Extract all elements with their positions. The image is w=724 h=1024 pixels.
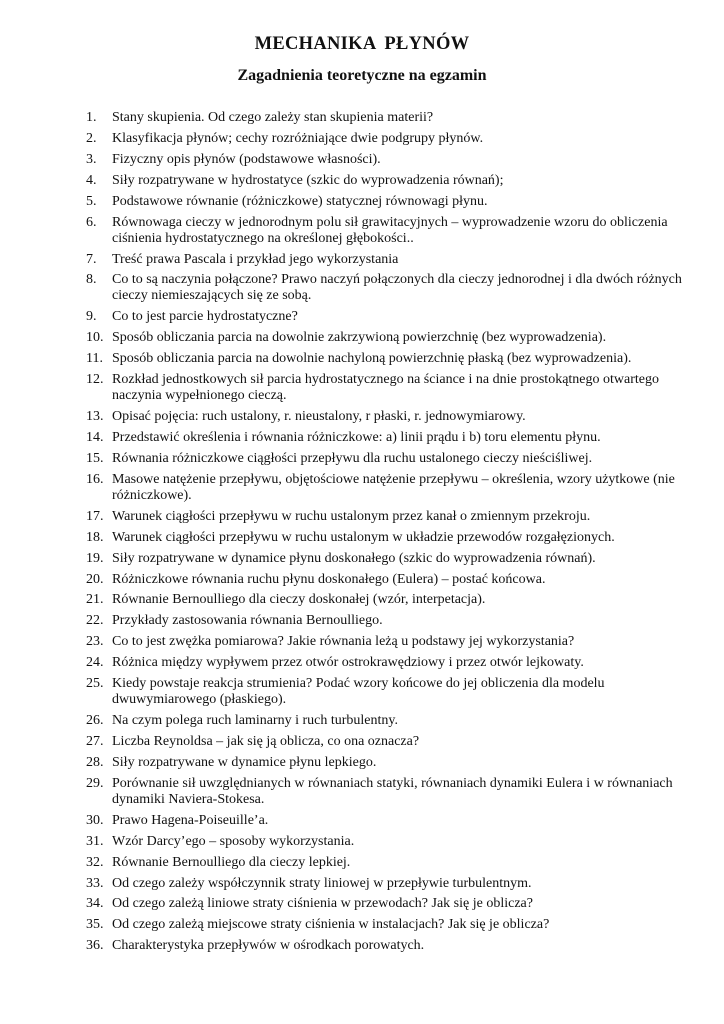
list-item-number: 12.: [86, 372, 104, 388]
list-item-text: Podstawowe równanie (różniczkowe) statycznej równowagi płynu.: [112, 193, 488, 209]
list-item-text: Siły rozpatrywane w hydrostatyce (szkic do wyprowadzenia równań);: [112, 172, 504, 188]
list-item-number: 17.: [86, 508, 104, 524]
list-item-number: 35.: [86, 917, 104, 933]
list-item-number: 16.: [86, 471, 104, 487]
list-item-number: 26.: [86, 713, 104, 729]
list-item-number: 11.: [86, 351, 103, 367]
list-item: [0, 755, 724, 771]
list-item-text: Warunek ciągłości przepływu w ruchu ustalonym w układzie przewodów rozgałęzionych.: [112, 529, 615, 545]
list-item: [0, 713, 724, 729]
list-item-number: 19.: [86, 550, 104, 566]
list-item-number: 5.: [86, 193, 97, 209]
list-item: [0, 917, 724, 933]
list-item: [0, 131, 724, 147]
list-item-number: 34.: [86, 896, 104, 912]
list-item-number: 25.: [86, 676, 104, 692]
list-item: [0, 938, 724, 954]
list-item-text: Sposób obliczania parcia na dowolnie zakrzywioną powierzchnię (bez wyprowadzenia).: [112, 330, 607, 346]
list-item: [0, 572, 724, 588]
list-item-text: Przedstawić określenia i równania różniczkowe: a) linii prądu i b) toru elementu płynu.: [112, 429, 601, 445]
list-item-number: 36.: [86, 938, 104, 954]
list-item-number: 14.: [86, 429, 104, 445]
list-item-text: Od czego zależy współczynnik straty liniowej w przepływie turbulentnym.: [112, 875, 532, 891]
list-item-text: Od czego zależą liniowe straty ciśnienia w przewodach? Jak się je oblicza?: [112, 896, 533, 912]
list-item: [0, 451, 724, 467]
list-item: [0, 430, 724, 446]
list-item-number: 2.: [86, 130, 97, 146]
list-item-text: Charakterystyka przepływów w ośrodkach porowatych.: [112, 938, 425, 954]
list-item: [0, 834, 724, 850]
list-item: [0, 530, 724, 546]
list-item-number: 6.: [86, 214, 97, 230]
list-item-number: 28.: [86, 754, 104, 770]
list-item-text: Różnica między wypływem przez otwór ostrokrawędziowy i przez otwór lejkowaty.: [112, 655, 584, 671]
list-item-text: Równanie Bernoulliego dla cieczy lepkiej.: [112, 854, 351, 870]
list-item-number: 30.: [86, 812, 104, 828]
list-item: [0, 676, 724, 708]
list-item-text: Wzór Darcy’ego – sposoby wykorzystania.: [112, 833, 355, 849]
list-item-text: Siły rozpatrywane w dynamice płynu doskonałego (szkic do wyprowadzenia równań).: [112, 550, 596, 566]
list-item-text: Masowe natężenie przepływu, objętościowe natężenie przepływu – określenia, wzory użytkowe (nie różniczkowe).: [112, 471, 675, 503]
list-item: [0, 215, 724, 247]
list-item-number: 23.: [86, 634, 104, 650]
list-item-text: Stany skupienia. Od czego zależy stan skupienia materii?: [112, 110, 434, 125]
list-item-text: Równania różniczkowe ciągłości przepływu dla ruchu ustalonego cieczy nieściśliwej.: [112, 450, 593, 466]
list-item: [0, 309, 724, 325]
list-item-text: Od czego zależą miejscowe straty ciśnienia w instalacjach? Jak się je oblicza?: [112, 917, 550, 933]
page-subtitle: Zagadnienia teoretyczne na egzamin: [237, 67, 487, 84]
list-item: [0, 876, 724, 892]
list-item-text: Co to są naczynia połączone? Prawo naczyń połączonych dla cieczy jednorodnej i dla dwóch różnych cieczy niemieszających się ze sobą.: [112, 272, 682, 304]
list-item-text: Prawo Hagena-Poiseuille’a.: [112, 812, 269, 828]
list-item-number: 20.: [86, 571, 104, 587]
list-item-text: Treść prawa Pascala i przykład jego wykorzystania: [112, 251, 399, 267]
list-item-text: Klasyfikacja płynów; cechy rozróżniające dwie podgrupy płynów.: [112, 130, 484, 146]
list-item-number: 9.: [86, 309, 97, 325]
list-item-number: 13.: [86, 409, 104, 425]
list-item-text: Siły rozpatrywane w dynamice płynu lepkiego.: [112, 754, 377, 770]
list-item-number: 8.: [86, 272, 97, 288]
list-item: [0, 372, 724, 404]
list-item: [0, 855, 724, 871]
list-item: [0, 613, 724, 629]
list-item-number: 33.: [86, 875, 104, 891]
list-item: [0, 472, 724, 504]
list-item-text: Sposób obliczania parcia na dowolnie nachyloną powierzchnię płaską (bez wyprowadzenia).: [112, 351, 632, 367]
list-item-number: 1.: [86, 110, 97, 125]
list-item-number: 29.: [86, 775, 104, 791]
list-item-number: 15.: [86, 450, 104, 466]
list-item-text: Co to jest zwężka pomiarowa? Jakie równania leżą u podstawy jej wykorzystania?: [112, 634, 575, 650]
list-item-text: Fizyczny opis płynów (podstawowe własności).: [112, 151, 381, 167]
list-item-number: 10.: [86, 330, 104, 346]
list-item: [0, 173, 724, 189]
list-item: [0, 330, 724, 346]
question-list: [0, 110, 724, 959]
list-item: [0, 252, 724, 268]
list-item-number: 24.: [86, 655, 104, 671]
list-item-number: 21.: [86, 592, 104, 608]
list-item-text: Porównanie sił uwzględnianych w równaniach statyki, równaniach dynamiki Eulera i w równaniach dynamiki Naviera-Stokesa.: [112, 775, 673, 807]
page-title: MECHANIKA PŁYNÓW: [254, 34, 470, 54]
list-item-text: Przykłady zastosowania równania Bernoulliego.: [112, 613, 383, 629]
list-item-text: Rozkład jednostkowych sił parcia hydrostatycznego na ściance i na dnie prostokątnego otwartego naczynia wypełnionego cieczą.: [112, 372, 659, 404]
list-item: [0, 152, 724, 168]
list-item: [0, 896, 724, 912]
list-item-number: 31.: [86, 833, 104, 849]
list-item-number: 27.: [86, 733, 104, 749]
list-item-text: Opisać pojęcia: ruch ustalony, r. nieustalony, r płaski, r. jednowymiarowy.: [112, 409, 526, 425]
list-item: [0, 409, 724, 425]
list-item-number: 22.: [86, 613, 104, 629]
list-item-text: Równanie Bernoulliego dla cieczy doskonałej (wzór, interpetacja).: [112, 592, 486, 608]
list-item: [0, 734, 724, 750]
list-item-text: Na czym polega ruch laminarny i ruch turbulentny.: [112, 713, 398, 729]
list-item-text: Różniczkowe równania ruchu płynu doskonałego (Eulera) – postać końcowa.: [112, 571, 546, 587]
list-item-text: Równowaga cieczy w jednorodnym polu sił grawitacyjnych – wyprowadzenie wzoru do obliczenia ciśnienia hydrostatycznego na określonej głębokości..: [112, 214, 668, 246]
list-item-text: Kiedy powstaje reakcja strumienia? Podać wzory końcowe do jej obliczenia dla modelu dwuwymiarowego (płaskiego).: [112, 676, 605, 708]
list-item: [0, 110, 724, 126]
list-item-number: 32.: [86, 854, 104, 870]
list-item-text: Liczba Reynoldsa – jak się ją oblicza, co ona oznacza?: [112, 733, 420, 749]
list-item-number: 3.: [86, 151, 97, 167]
list-item: [0, 272, 724, 304]
list-item: [0, 634, 724, 650]
list-item: [0, 655, 724, 671]
list-item: [0, 351, 724, 367]
list-item: [0, 592, 724, 608]
list-item-text: Warunek ciągłości przepływu w ruchu ustalonym przez kanał o zmiennym przekroju.: [112, 508, 591, 524]
list-item-number: 7.: [86, 251, 97, 267]
list-item-text: Co to jest parcie hydrostatyczne?: [112, 309, 298, 325]
list-item: [0, 776, 724, 808]
list-item: [0, 813, 724, 829]
list-item: [0, 194, 724, 210]
list-item-number: 4.: [86, 172, 97, 188]
list-item: [0, 509, 724, 525]
list-item-number: 18.: [86, 529, 104, 545]
list-item: [0, 551, 724, 567]
